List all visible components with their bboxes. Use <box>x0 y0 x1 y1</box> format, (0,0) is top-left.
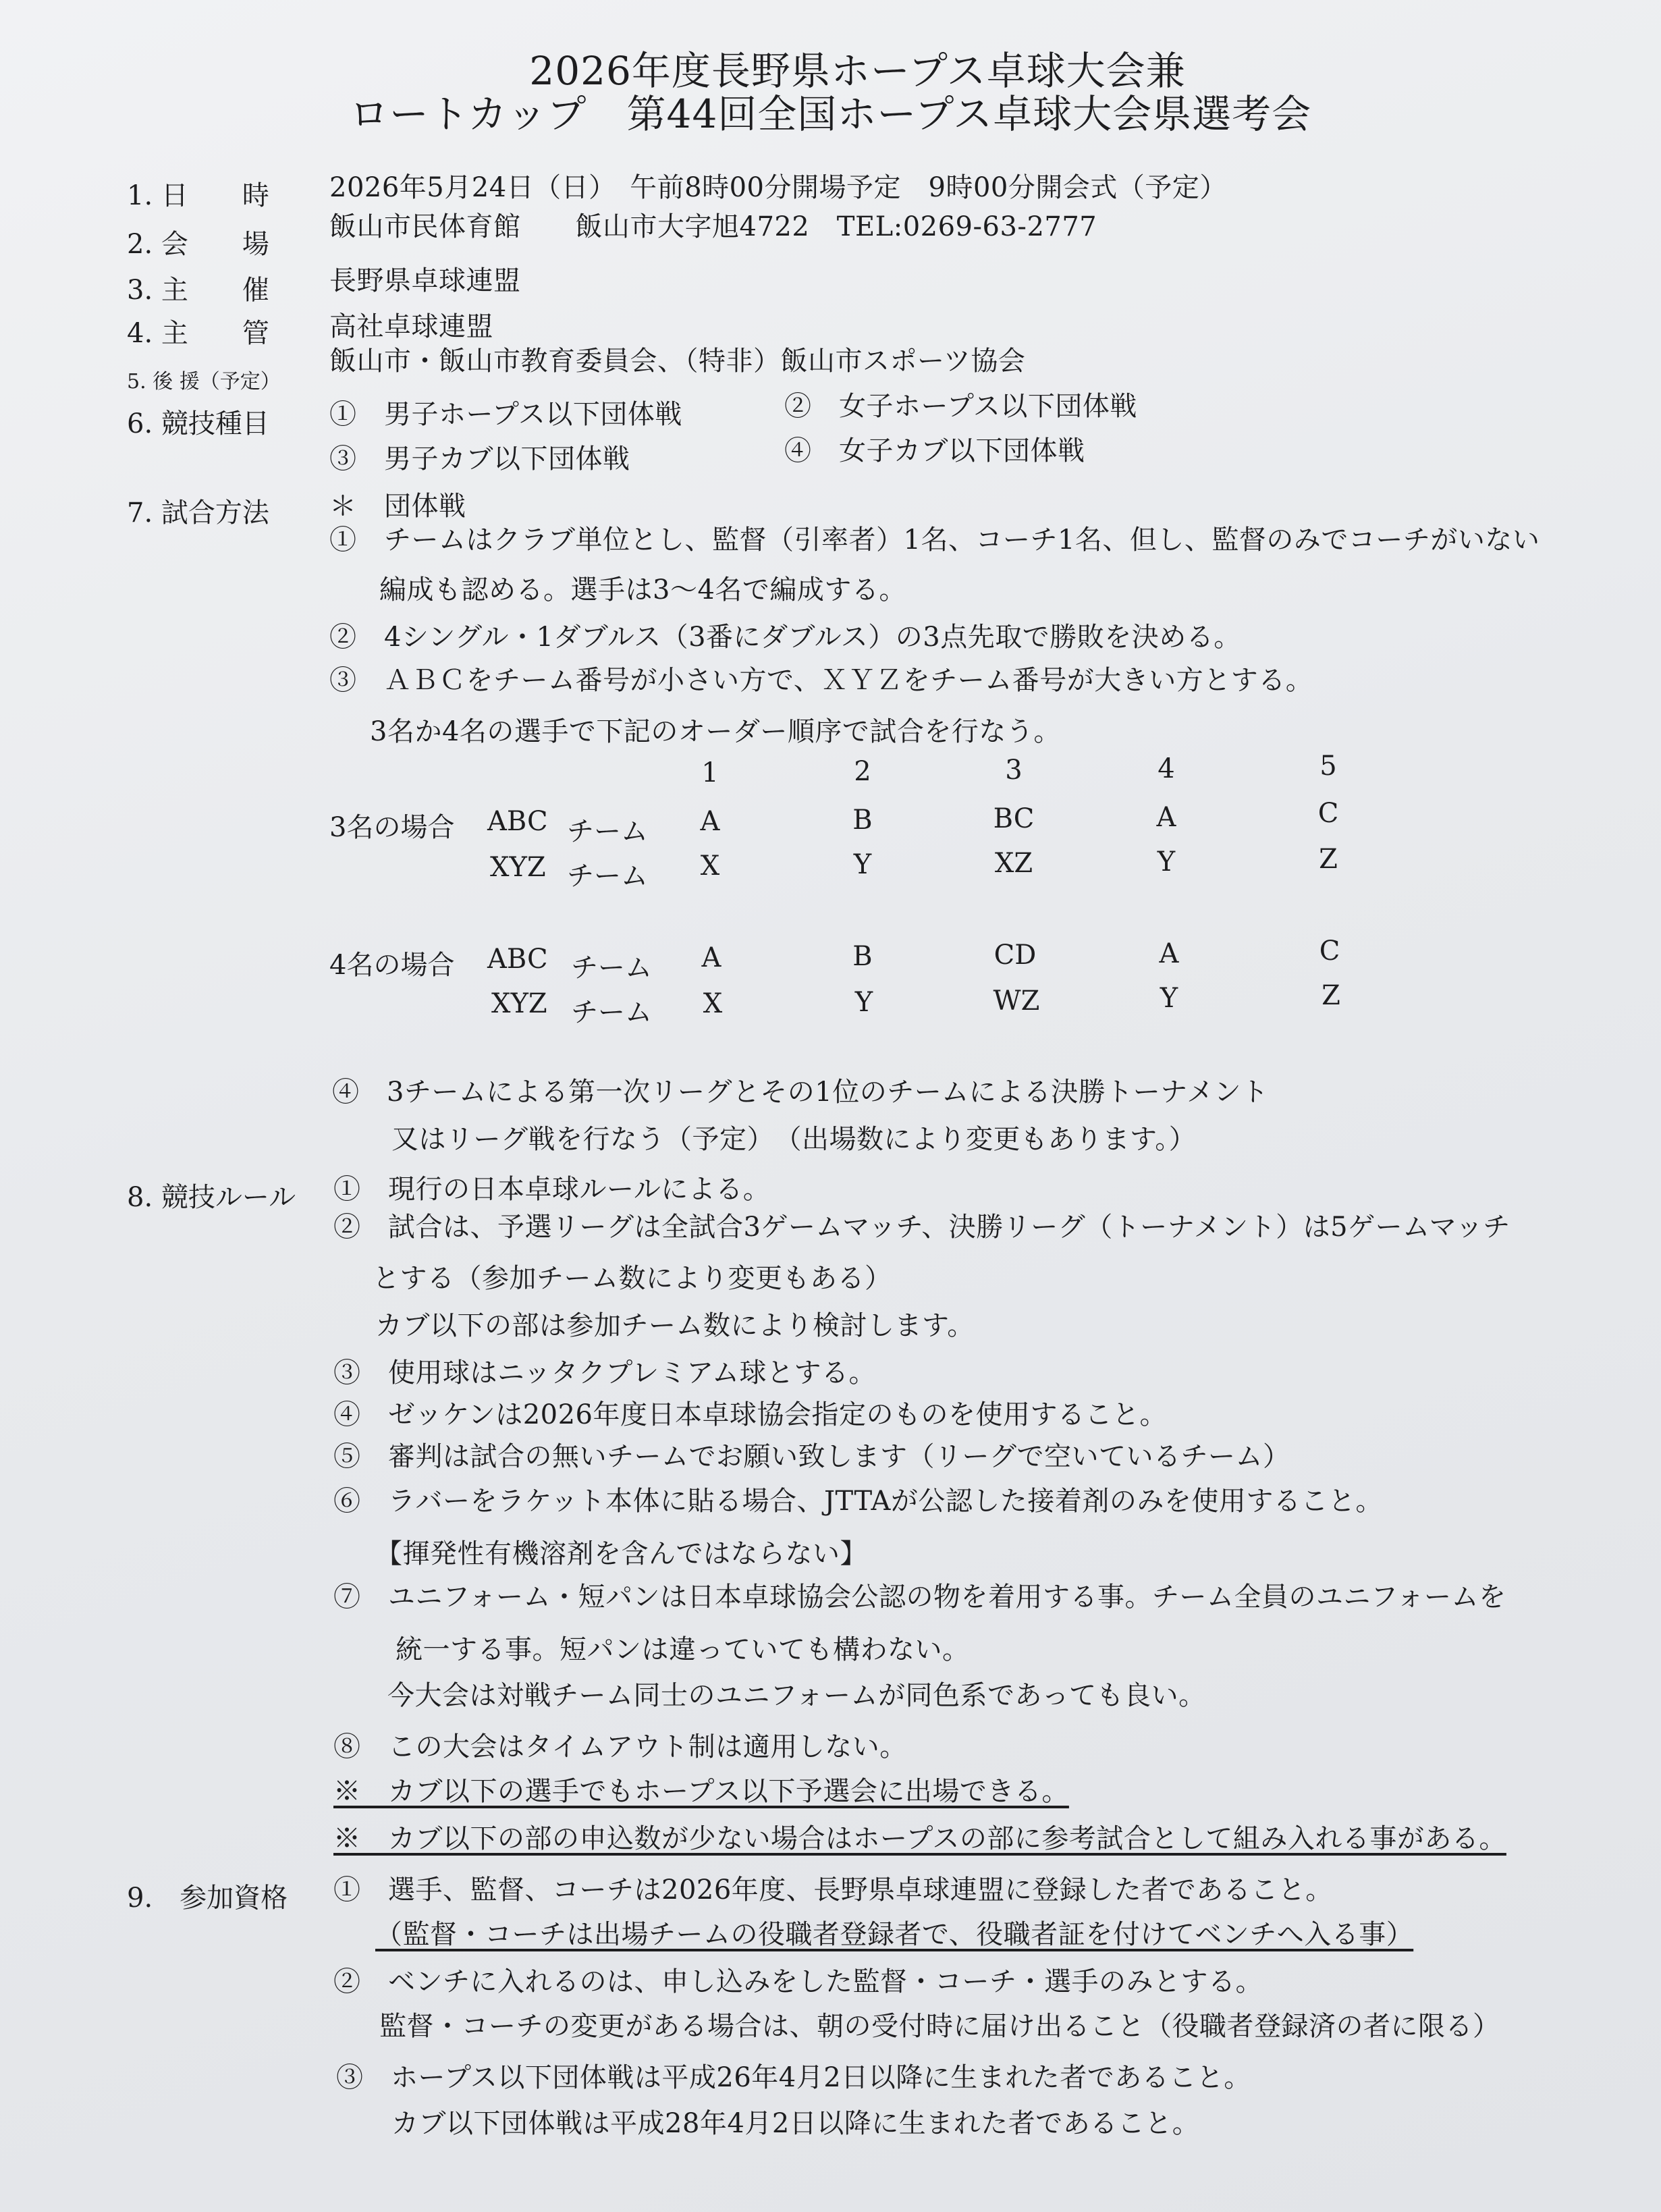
rules-line-8: ⑥ ラバーをラケット本体に貼る場合、JTTAが公認した接着剤のみを使用すること。 <box>333 1486 1383 1517</box>
case3-row2-team: XYZ <box>490 852 546 883</box>
case3-row2-cell-5: Z <box>1319 844 1338 875</box>
order-column-2: 2 <box>854 756 871 787</box>
rules-line-10: ⑦ ユニフォーム・短パンは日本卓球協会公認の物を着用する事。チーム全員のユニフォームを <box>333 1582 1506 1613</box>
document-title-line1: 2026年度長野県ホープス卓球大会兼 <box>529 48 1186 94</box>
case4-label: 4名の場合 <box>329 950 455 981</box>
case3-row2-cell-2: Y <box>853 849 872 880</box>
eligibility-line-3: ② ベンチに入れるのは、申し込みをした監督・コーチ・選手のみとする。 <box>333 1966 1263 1997</box>
section-4-label: 4. 主 管 <box>127 318 269 349</box>
case3-row1-cell-4: A <box>1156 802 1176 833</box>
match-method-line-4: ② 4シングル・1ダブルス（3番にダブルス）の3点先取で勝敗を決める。 <box>329 622 1241 653</box>
eligibility-line-1: ① 選手、監督、コーチは2026年度、長野県卓球連盟に登録した者であること。 <box>333 1874 1333 1906</box>
case4-row1-cell-1: A <box>701 942 721 973</box>
rules-note-2: ※ カブ以下の部の申込数が少ない場合はホープスの部に参考試合として組み入れる事がある。 <box>333 1823 1506 1854</box>
section-7-label: 7. 試合方法 <box>127 497 269 529</box>
eligibility-line-5: ③ ホープス以下団体戦は平成26年4月2日以降に生まれた者であること。 <box>336 2062 1251 2093</box>
rules-line-7: ⑤ 審判は試合の無いチームでお願い致します（リーグで空いているチーム） <box>333 1441 1290 1472</box>
eligibility-line-6: カブ以下団体戦は平成28年4月2日以降に生まれた者であること。 <box>391 2108 1200 2139</box>
case4-row2-cell-3: WZ <box>993 986 1040 1017</box>
case4-row1-team: ABC <box>487 944 548 975</box>
document-title-line2: ロートカップ 第44回全国ホープス卓球大会県選考会 <box>349 91 1312 137</box>
section-4-text: 高社卓球連盟 <box>329 311 493 342</box>
section-5-label: 5. 後 援（予定） <box>127 370 281 394</box>
case4-row1-cell-2: B <box>852 941 873 972</box>
rules-line-1: ① 現行の日本卓球ルールによる。 <box>333 1174 771 1205</box>
rules-line-9: 【揮発性有機溶剤を含んではならない】 <box>375 1538 867 1569</box>
event-item-4: ④ 女子カブ以下団体戦 <box>784 435 1085 466</box>
rules-line-2: ② 試合は、予選リーグは全試合3ゲームマッチ、決勝リーグ（トーナメント）は5ゲームマッチ <box>333 1212 1510 1243</box>
match-method-line-3: 編成も認める。選手は3～4名で編成する。 <box>379 574 906 605</box>
rules-line-6: ④ ゼッケンは2026年度日本卓球協会指定のものを使用すること。 <box>333 1399 1167 1430</box>
rules-line-11: 統一する事。短パンは違っていても構わない。 <box>396 1634 970 1665</box>
event-item-3: ③ 男子カブ以下団体戦 <box>329 443 630 475</box>
match-method-line-6: 3名か4名の選手で下記のオーダー順序で試合を行なう。 <box>370 716 1061 747</box>
eligibility-line-4: 監督・コーチの変更がある場合は、朝の受付時に届け出ること（役職者登録済の者に限る） <box>379 2011 1500 2042</box>
case3-row1-cell-3: BC <box>993 803 1035 834</box>
case4-row1-cell-4: A <box>1159 938 1179 969</box>
case4-row1-suffix: チーム <box>571 952 652 983</box>
section-3-text: 長野県卓球連盟 <box>329 265 521 296</box>
case3-row2-cell-3: XZ <box>994 848 1033 879</box>
rules-line-12: 今大会は対戦チーム同士のユニフォームが同色系であっても良い。 <box>387 1680 1206 1711</box>
section-5-text: 飯山市・飯山市教育委員会、（特非）飯山市スポーツ協会 <box>329 346 1026 377</box>
match-method-line-2: ① チームはクラブ単位とし、監督（引率者）1名、コーチ1名、但し、監督のみでコーチがいない <box>329 524 1540 556</box>
case4-row2-cell-2: Y <box>854 987 873 1018</box>
order-column-5: 5 <box>1319 751 1337 782</box>
section-1-label: 1. 日 時 <box>127 180 269 211</box>
match-method-line-8: 又はリーグ戦を行なう（予定） （出場数により変更もあります。） <box>391 1124 1197 1155</box>
order-column-1: 1 <box>701 757 719 788</box>
order-column-3: 3 <box>1005 755 1023 786</box>
section-6-label: 6. 競技種目 <box>127 408 269 439</box>
case4-row2-cell-5: Z <box>1322 980 1340 1011</box>
event-item-2: ② 女子ホープス以下団体戦 <box>784 391 1137 422</box>
match-method-line-7: ④ 3チームによる第一次リーグとその1位のチームによる決勝トーナメント <box>332 1077 1269 1108</box>
rules-note-1: ※ カブ以下の選手でもホープス以下予選会に出場できる。 <box>333 1776 1069 1807</box>
rules-line-13: ⑧ この大会はタイムアウト制は適用しない。 <box>333 1731 907 1762</box>
match-method-line-5: ③ ＡＢＣをチーム番号が小さい方で、ＸＹＺをチーム番号が大きい方とする。 <box>329 665 1313 696</box>
section-2-label: 2. 会 場 <box>127 229 269 260</box>
case4-row2-cell-4: Y <box>1160 983 1178 1014</box>
case4-row2-cell-1: X <box>703 988 723 1019</box>
case3-row2-suffix: チーム <box>567 861 648 892</box>
section-1-text: 2026年5月24日（日） 午前8時00分開場予定 9時00分開会式（予定） <box>329 172 1227 203</box>
match-method-line-1: ＊ 団体戦 <box>329 491 466 522</box>
section-2-text: 飯山市民体育館 飯山市大字旭4722 TEL:0269-63-2777 <box>329 211 1097 242</box>
event-item-1: ① 男子ホープス以下団体戦 <box>329 399 682 430</box>
case3-row2-cell-4: Y <box>1157 846 1176 878</box>
case3-label: 3名の場合 <box>329 812 455 843</box>
case4-row2-team: XYZ <box>491 988 547 1019</box>
section-8-label: 8. 競技ルール <box>127 1182 296 1213</box>
case3-row1-cell-1: A <box>700 806 720 837</box>
case4-row2-suffix: チーム <box>571 997 652 1028</box>
case3-row1-cell-5: C <box>1317 798 1339 829</box>
order-column-4: 4 <box>1158 753 1175 784</box>
case3-row1-suffix: チーム <box>567 816 648 847</box>
eligibility-line-2: （監督・コーチは出場チームの役職者登録者で、役職者証を付けてベンチへ入る事） <box>375 1919 1414 1950</box>
case3-row1-team: ABC <box>487 806 548 837</box>
case4-row1-cell-3: CD <box>993 940 1037 971</box>
case3-row1-cell-2: B <box>852 805 873 836</box>
rules-line-3: とする（参加チーム数により変更もある） <box>373 1263 892 1294</box>
rules-line-5: ③ 使用球はニッタクプレミアム球とする。 <box>333 1357 876 1388</box>
rules-line-4: カブ以下の部は参加チーム数により検討します。 <box>375 1310 975 1341</box>
section-9-label: 9. 参加資格 <box>127 1883 288 1914</box>
case4-row1-cell-5: C <box>1319 936 1340 967</box>
case3-row2-cell-1: X <box>700 851 720 882</box>
section-3-label: 3. 主 催 <box>127 275 269 306</box>
